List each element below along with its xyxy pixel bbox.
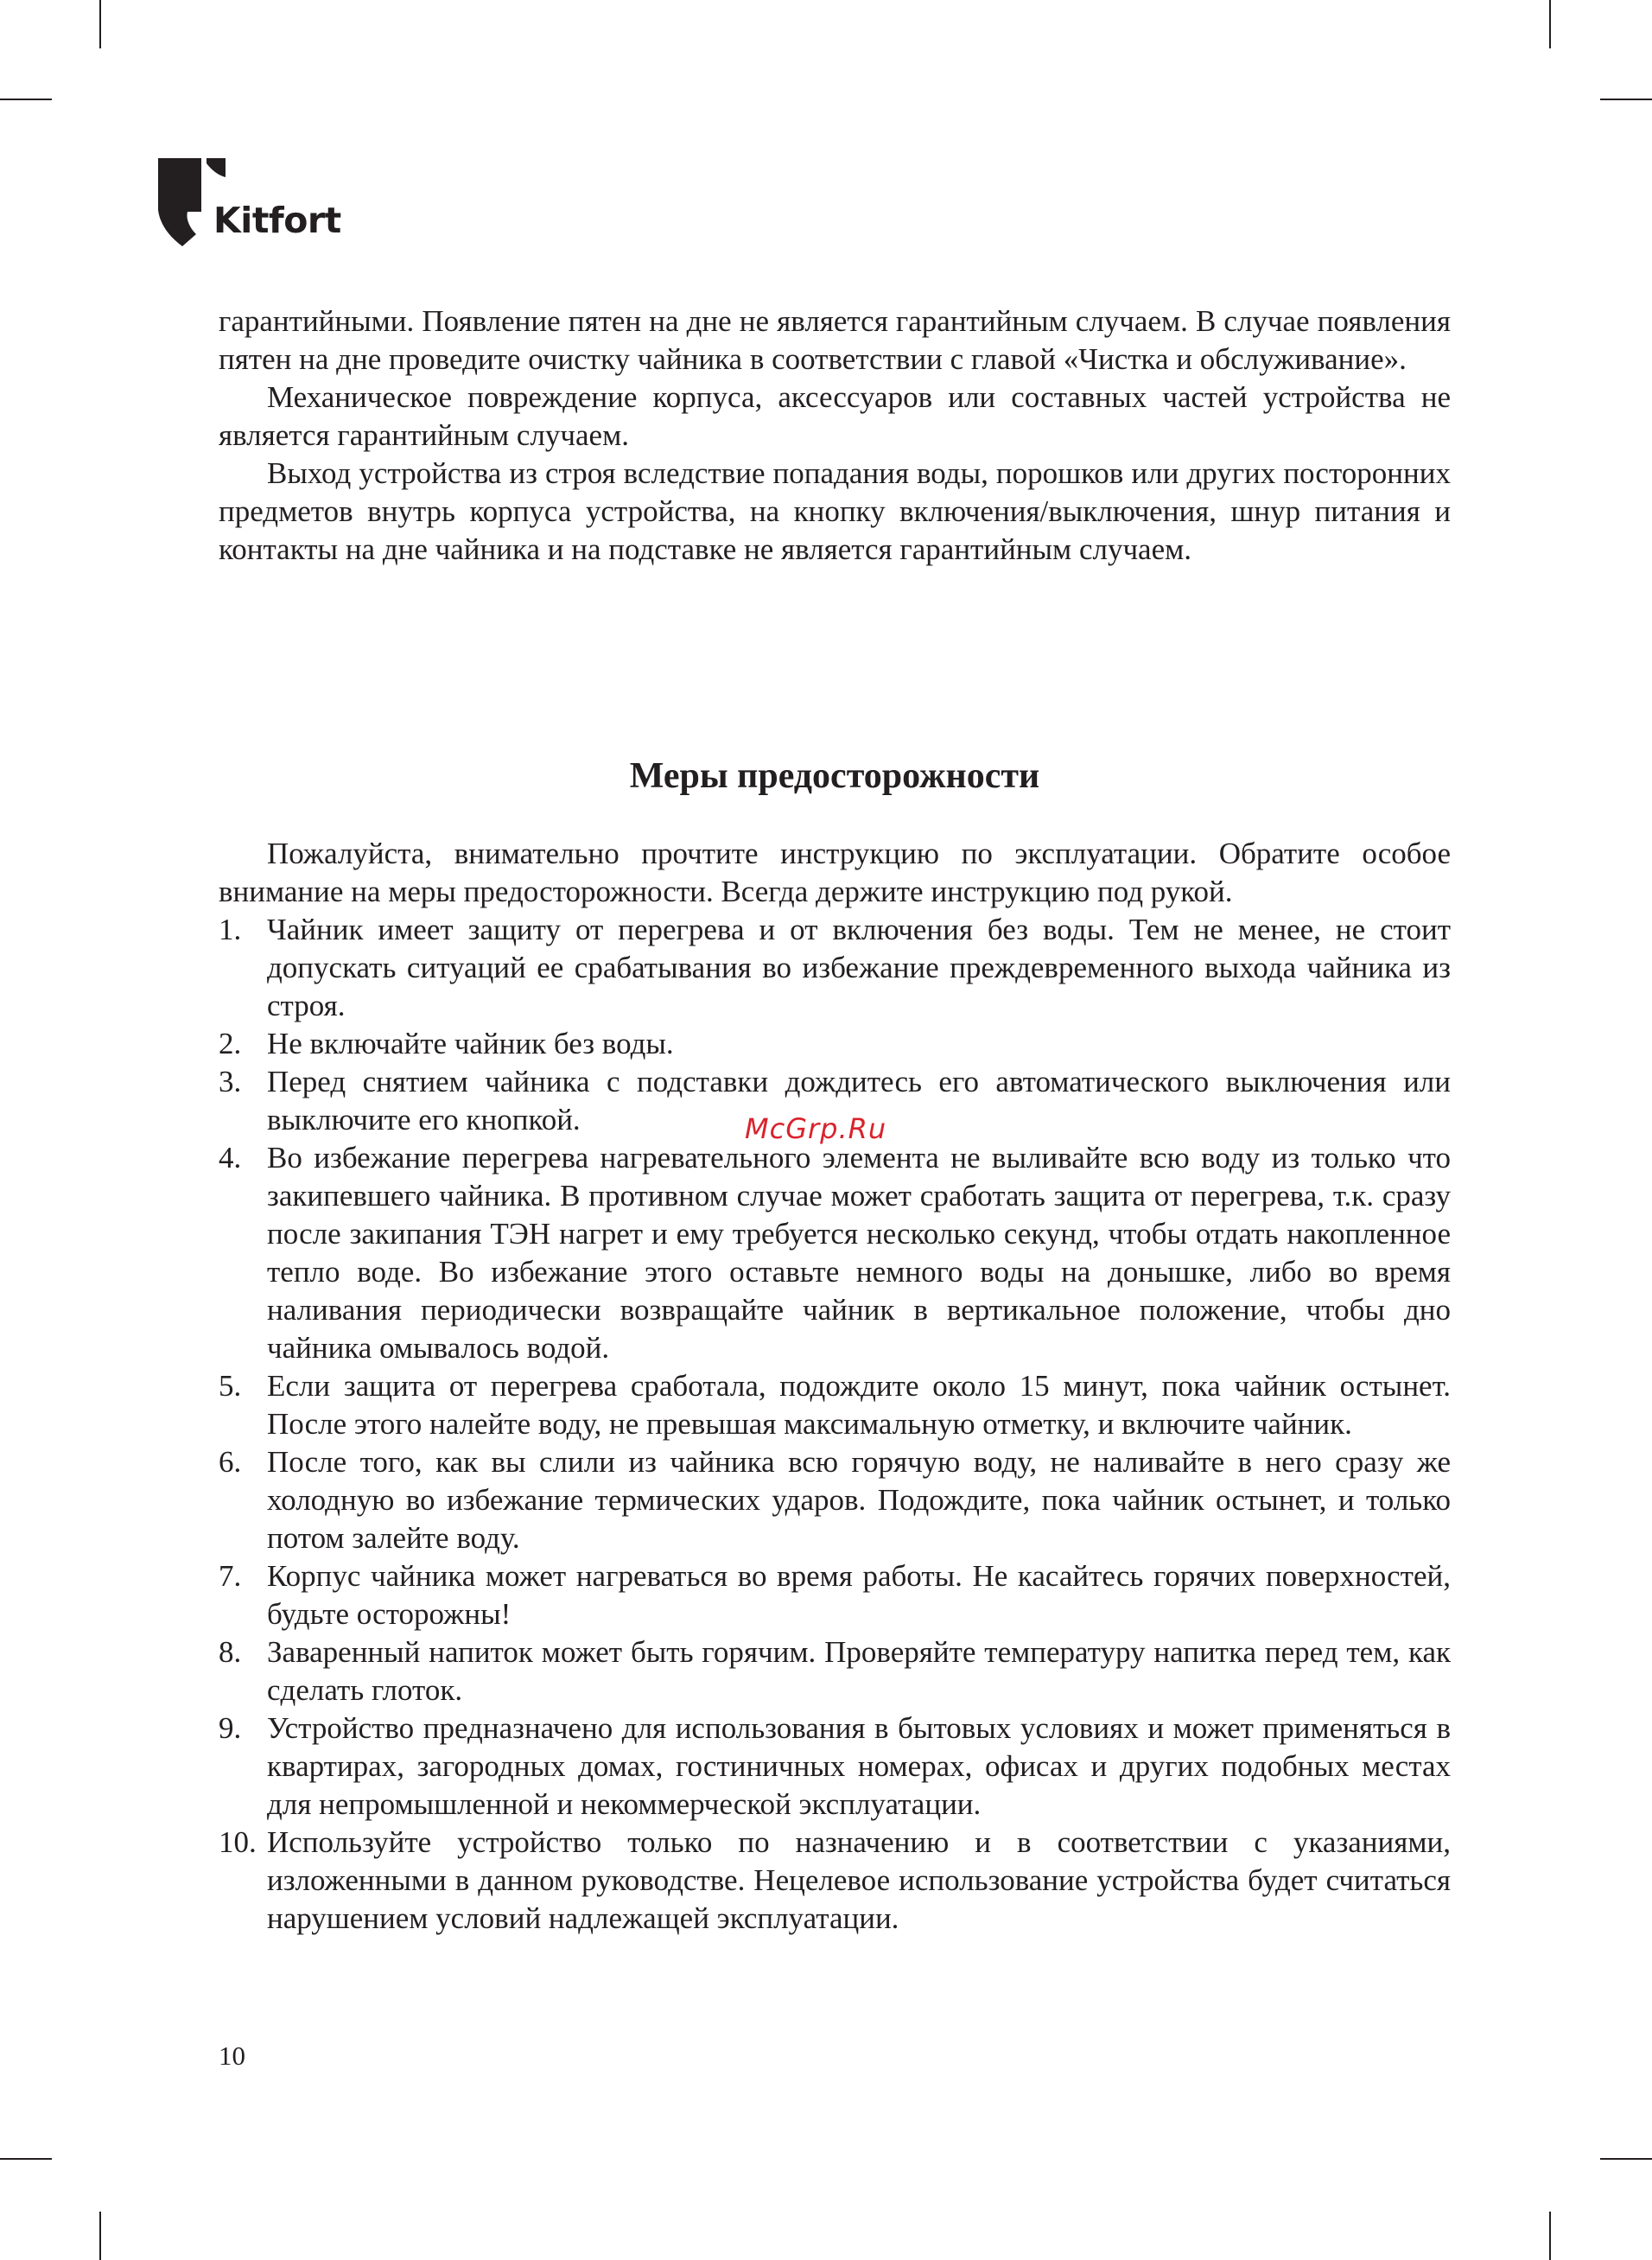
list-item-text: Используйте устройство только по назначению и в соответствии с указаниями, изложенными в данном руководстве. Нецелевое использование устройства будет считаться нарушением условий надлежащей эксплуатации.	[267, 1825, 1451, 1935]
list-item-text: После того, как вы слили из чайника всю горячую воду, не наливайте в него сразу же холодную во избежание термических ударов. Подождите, пока чайник остынет, и только потом залейте воду.	[267, 1445, 1451, 1555]
list-item	[219, 1139, 1451, 1367]
list-item-number: 8.	[219, 1635, 242, 1669]
list-item-text: Перед снятием чайника с подставки дождитесь его автоматического выключения или выключите его кнопкой.	[267, 1065, 1451, 1136]
list-item	[219, 1633, 1451, 1709]
crop-mark	[99, 2212, 101, 2260]
page-number: 10	[219, 2040, 245, 2071]
list-item-text: Корпус чайника может нагреваться во время работы. Не касайтесь горячих поверхностей, будьте осторожны!	[267, 1559, 1451, 1631]
list-item	[219, 1709, 1451, 1824]
paragraph: Механическое повреждение корпуса, аксессуаров или составных частей устройства не является гарантийным случаем.	[219, 380, 1451, 452]
list-item-text: Не включайте чайник без воды.	[267, 1027, 674, 1060]
list-item-text: Заваренный напиток может быть горячим. Проверяйте температуру напитка перед тем, как сделать глоток.	[267, 1635, 1451, 1707]
crop-mark	[99, 0, 101, 48]
list-item-number: 2.	[219, 1027, 242, 1060]
intro-text	[219, 302, 1451, 569]
list-item-number: 3.	[219, 1065, 242, 1098]
list-item	[219, 1824, 1451, 1938]
paragraph: Выход устройства из строя вследствие попадания воды, порошков или других посторонних предметов внутрь корпуса устройства, на кнопку включения/выключения, шнур питания и контакты на дне чайника и на подставке не является гарантийным случаем.	[219, 456, 1451, 566]
list-item-text: Чайник имеет защиту от перегрева и от включения без воды. Тем не менее, не стоит допускать ситуаций ее срабатывания во избежание преждевременного выхода чайника из строя.	[267, 913, 1451, 1022]
crop-mark	[1549, 0, 1551, 48]
precautions-section	[219, 835, 1451, 1938]
section-heading: Меры предосторожности	[629, 756, 1040, 796]
list-item-text: Во избежание перегрева нагревательного элемента не выливайте всю воду из только что закипевшего чайника. В противном случае может сработать защита от перегрева, т.к. сразу после закипания ТЭН нагрет и ему требуется несколько секунд, чтобы отдать накопленное тепло воде. Во избежание этого оставьте немного воды на донышке, либо во время наливания периодически возвращайте чайник в вертикальное положение, чтобы дно чайника омывалось водой.	[267, 1141, 1451, 1365]
brand-name: Kitfort	[213, 200, 341, 241]
list-item	[219, 1557, 1451, 1633]
list-item-number: 5.	[219, 1369, 242, 1403]
precautions-list	[219, 911, 1451, 1938]
list-item	[219, 1025, 1451, 1063]
paragraph: гарантийными. Появление пятен на дне не является гарантийным случаем. В случае появления пятен на дне проведите очистку чайника в соответствии с главой «Чистка и обслуживание».	[219, 304, 1451, 376]
list-item-text: Если защита от перегрева сработала, подождите около 15 минут, пока чайник остынет. После этого налейте воду, не превышая максимальную отметку, и включите чайник.	[267, 1369, 1451, 1441]
list-item-number: 1.	[219, 913, 242, 946]
list-item-number: 10.	[219, 1825, 257, 1859]
list-item-number: 4.	[219, 1141, 242, 1175]
list-item	[219, 911, 1451, 1025]
watermark: McGrp.Ru	[745, 1112, 887, 1145]
list-item-number: 6.	[219, 1445, 242, 1479]
brand-logo	[158, 158, 383, 253]
list-item-number: 7.	[219, 1559, 242, 1593]
crop-mark	[0, 99, 52, 100]
list-item-text: Устройство предназначено для использования в бытовых условиях и может применяться в квартирах, загородных домах, гостиничных номерах, офисах и других подобных местах для непромышленной и некоммерческой эксплуатации.	[267, 1711, 1451, 1821]
crop-mark	[1600, 2158, 1652, 2160]
list-item	[219, 1367, 1451, 1443]
list-item-number: 9.	[219, 1711, 242, 1745]
crop-mark	[0, 2158, 52, 2160]
crop-mark	[1600, 99, 1652, 100]
list-item	[219, 1443, 1451, 1557]
section-intro: Пожалуйста, внимательно прочтите инструкцию по эксплуатации. Обратите особое внимание на меры предосторожности. Всегда держите инструкцию под рукой.	[219, 837, 1451, 908]
crop-mark	[1549, 2212, 1551, 2260]
